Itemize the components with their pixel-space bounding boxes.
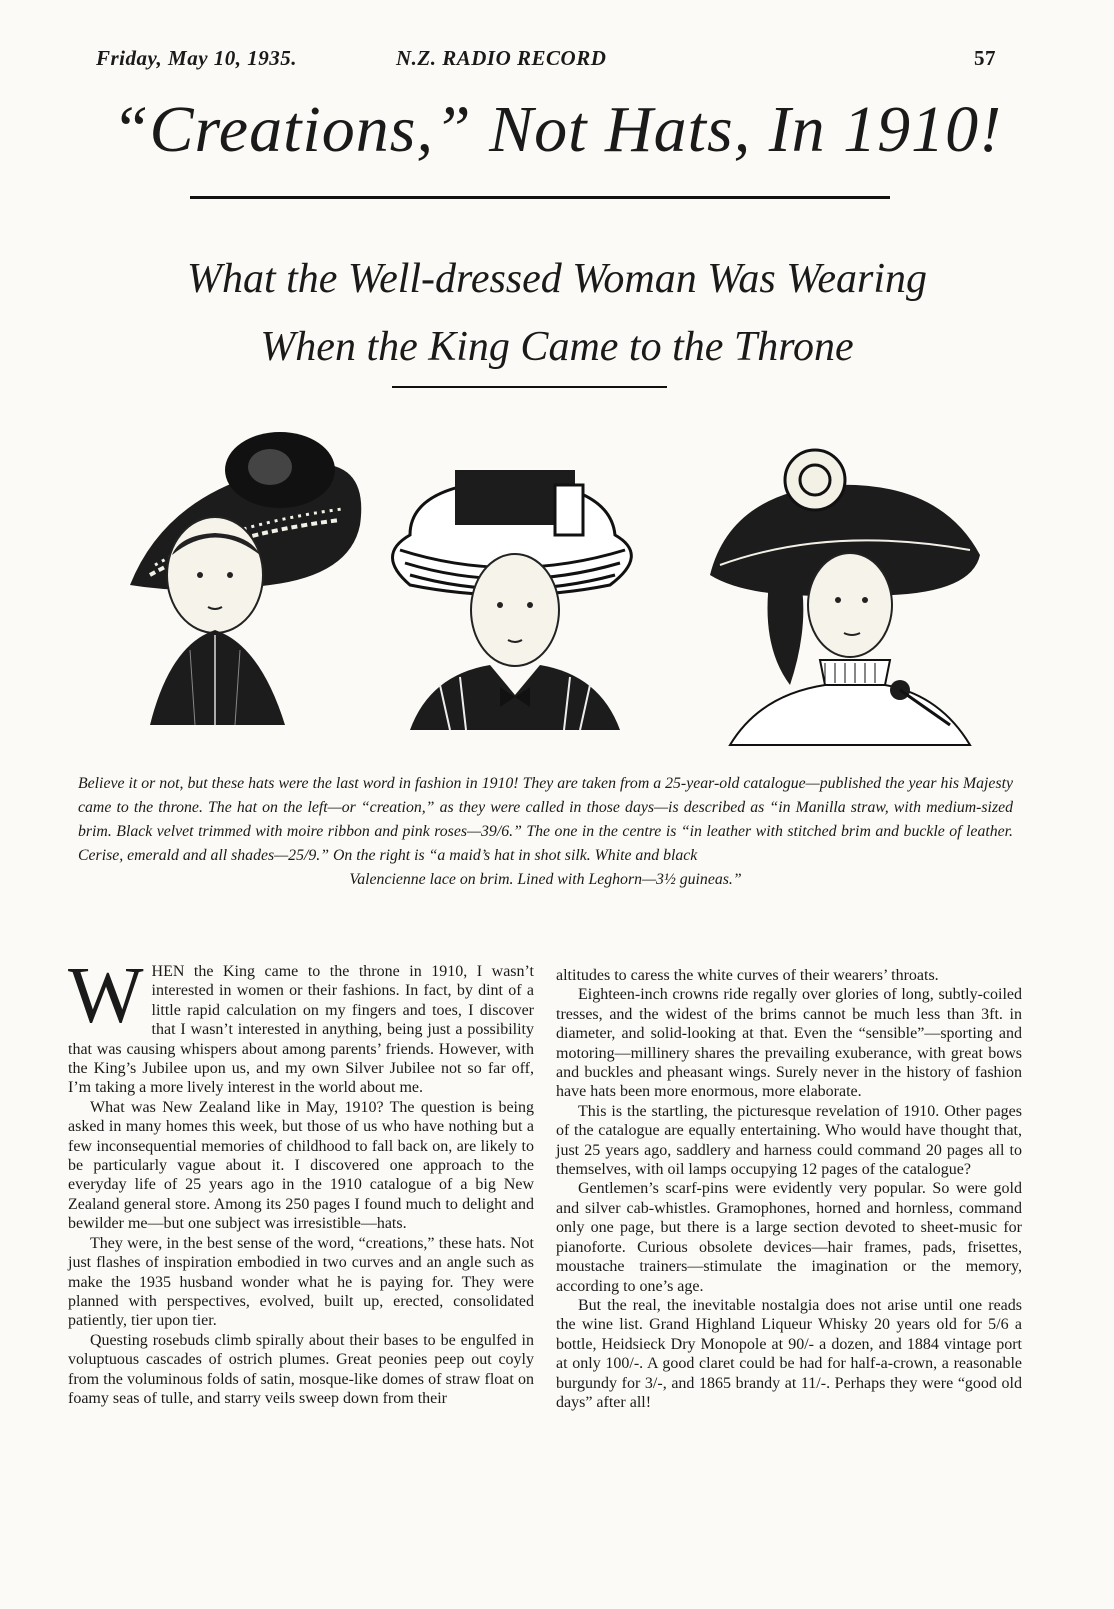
- caption-text: Believe it or not, but these hats were the last word in fashion in 1910! They are taken from a 25-year-old catalogue—published the year his Majesty came to the throne. The hat on the left—or “creation,” as they were called in those days—is described as “in Manilla straw, with medium-sized brim. Black velvet trimmed with moire ribbon and pink roses—39/6.” The one in the centre is “in leather with stitched brim and buckle of leather. Cerise, emerald and all shades—25/9.” On the right is “a maid’s hat in shot silk. White and black: [78, 775, 1013, 864]
- headline-rule: [190, 196, 890, 199]
- page-number: 57: [974, 46, 996, 70]
- illustration-caption: [78, 772, 1013, 892]
- issue-date: Friday, May 10, 1935.: [96, 46, 298, 70]
- subhead-line-1: What the Well-dressed Woman Was Wearing: [186, 256, 928, 302]
- headline: “Creations,” Not Hats, In 1910!: [111, 93, 1003, 166]
- subhead-rule: [392, 386, 667, 388]
- woman-left-figure: [130, 432, 361, 725]
- article-paragraph: [68, 952, 534, 1098]
- caption-last-line: Valencienne lace on brim. Lined with Leghorn—3½ guineas.”: [349, 871, 742, 888]
- article-paragraph: Questing rosebuds climb spirally about their bases to be engulfed in voluptuous cascades of ostrich plumes. Great peonies peep out coyly from the voluminous folds of satin, mosque-like domes of straw float on foamy seas of tulle, and starry veils sweep down from their: [68, 1331, 534, 1407]
- article-column-2: [556, 966, 1022, 1412]
- woman-centre-figure: [393, 470, 632, 730]
- woman-right-figure: [710, 450, 980, 745]
- article-paragraph: What was New Zealand like in May, 1910? The question is being asked in many homes this week, but those of us who have nothing but a few inconsequential memories of childhood to fall back on, are likely to be particularly vague about it. I discovered one approach to the everyday life of 25 years ago in the 1910 catalogue of a big New Zealand general store. Among its 250 pages I found much to delight and bewilder me—but one subject was irresistible—hats.: [68, 1098, 534, 1233]
- subhead-line-2: When the King Came to the Throne: [260, 324, 854, 370]
- article-paragraph: This is the startling, the picturesque revelation of 1910. Other pages of the catalogue are equally entertaining. Who would have thought that, just 25 years ago, saddlery and harness could command 20 pages all to themselves, with oil lamps occupying 12 pages of the catalogue?: [556, 1102, 1022, 1179]
- page-header: [96, 46, 996, 74]
- drop-cap: W: [68, 952, 144, 1040]
- paragraph-text: HEN the King came to the throne in 1910, I wasn’t interested in women or their fashions. In fact, by dint of a little rapid calculation on my fingers and toes, I discover that I wasn’t interested in anything, being just a possibility that was causing whispers about among parents’ friends. However, with the King’s Jubilee upon us, and my own Silver Jubilee not so far off, I’m taking a more lively interest in the world about me.: [68, 963, 534, 1097]
- publication-name: N.Z. RADIO RECORD: [396, 46, 607, 70]
- article-paragraph: They were, in the best sense of the word, “creations,” these hats. Not just flashes of inspiration embodied in two curves and an angle such as make the 1935 husband wonder what he is paying for. They were planned with perspectives, evolved, built up, erected, consolidated patiently, tier upon tier.: [68, 1234, 534, 1330]
- article-paragraph: But the real, the inevitable nostalgia does not arise until one reads the wine list. Grand Highland Liqueur Whisky 20 years old for 5/6 a bottle, Heidsieck Dry Monopole at 90/- a dozen, and 1884 vintage port at only 100/-. A good claret could be had for half-a-crown, a reasonable burgundy for 3/-, and 1865 brandy at 11/-. Perhaps they were “good old days” after all!: [556, 1296, 1022, 1411]
- article-paragraph: Gentlemen’s scarf-pins were evidently very popular. So were gold and silver cab-whistles. Gramophones, horned and hornless, command only one page, but there is a large section devoted to sheet-music for pianoforte. Curious obsolete devices—hair frames, pads, frisettes, moustache trainers—stimulate the imagination or the memory, according to one’s age.: [556, 1180, 1022, 1295]
- article-paragraph: Eighteen-inch crowns ride regally over glories of long, subtly-coiled tresses, and the widest of the brims cannot be much less than 3ft. in diameter, and solid-looking at that. Even the “sensible”—sporting and motoring—millinery shares the prevailing exuberance, with great bows and buckles and pheasant wings. Surely never in the history of fashion have hats been more enormous, more elaborate.: [556, 986, 1022, 1101]
- article-column-1: [68, 952, 534, 1408]
- subheadline: [60, 245, 1054, 381]
- article-paragraph: altitudes to caress the white curves of their wearers’ throats.: [556, 967, 939, 984]
- hats-illustration: [110, 425, 1010, 755]
